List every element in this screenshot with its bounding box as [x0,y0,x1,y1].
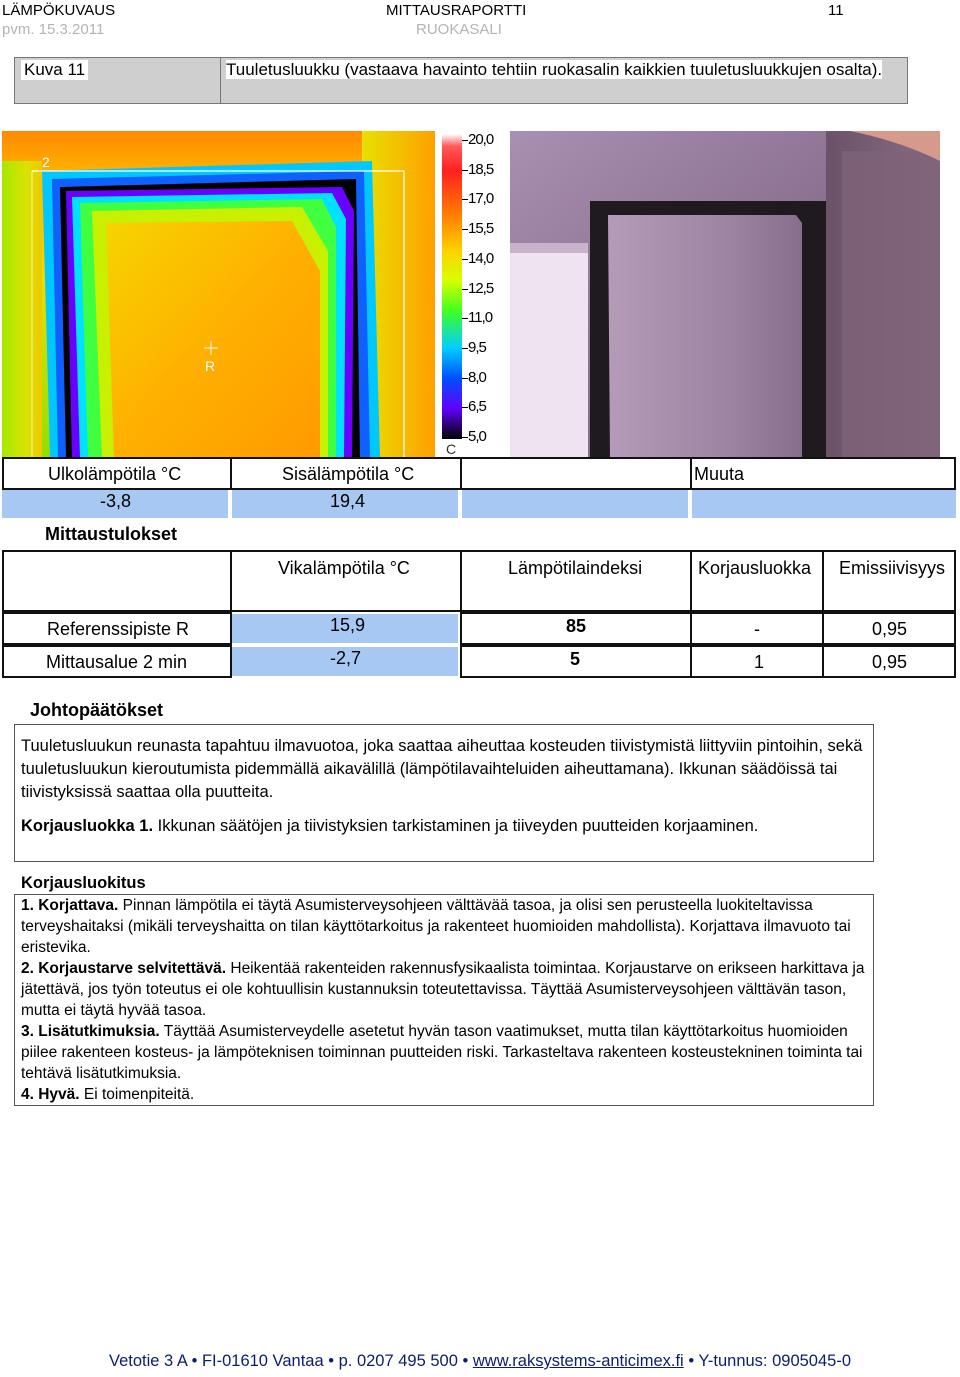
footer-separator: • [191,1352,198,1370]
results-header-repair-class: Korjausluokka [698,558,812,578]
scale-label: 9,5 [468,338,486,356]
result-row-1-label-cell [2,612,232,645]
footer-address: Vetotie 3 A [108,1352,187,1370]
class-item-4 [21,1084,871,1105]
result-row-1-fault-temp: 15,9 [330,615,366,635]
empty-value-cell [462,490,688,518]
other-header: Muuta [694,464,745,484]
result-row-2-label-cell [2,645,232,678]
conclusions-paragraph: Tuuletusluukun reunasta tapahtuu ilmavuotoa, joka saattaa aiheuttaa kosteuden tiivistymistä liittyviin pintoihin, sekä tuuletusluukun kieroutumista pidemmällä aikavälillä (lämpötilavaihteluiden aiheuttamana). Ikkunan säädöissä tai tiivistyksissä saattaa olla puutteita. [21,737,863,801]
classes-list [21,895,871,1105]
class-item-1-text: Pinnan lämpötila ei täytä Asumisterveysohjeen välttävää tasoa, ja olisi sen perusteella luokiteltavissa terveyshaitaksi (mikäli terveyshaitta on tilan käyttötarkoitus ja rakenteet huomioiden mahdollista). Korjattava ilmavuoto tai eristevika. [21,897,851,956]
conclusions-title: Johtopäätökset [30,700,164,720]
visual-photo-svg [510,131,940,458]
result-row-2-fault-temp-cell [232,647,458,676]
class-item-2 [21,958,871,1021]
indoor-temp-value: 19,4 [330,491,366,511]
outdoor-temp-value-cell [2,490,230,518]
indoor-temp-header-cell [230,457,462,490]
temperature-scale-bar [442,134,462,439]
class-item-2-text: Heikentää rakenteiden rakennusfysikaalista toimintaa. Korjaustarve on erikseen harkittava ja jätettävä, jos työn toteutus ei ole kohtuullisin kustannuksin toteutettavissa. Täyttää Asumisterveysohjeen välttävän tason, mutta ei täytä hyvää tasoa. [21,960,865,1019]
scale-label: 18,5 [468,160,494,178]
result-row-1-class-cell [690,612,824,645]
header-date: pvm. 15.3.2011 [2,21,105,38]
outdoor-temp-header: Ulkolämpötila °C [48,464,182,484]
result-row-2-fault-temp: -2,7 [330,648,362,668]
outdoor-temp-value: -3,8 [100,491,132,511]
caption-text-wrap [226,59,896,81]
results-header-emissivity-cell [822,550,956,612]
conclusions-box [14,724,874,862]
results-header-repair-class-cell [690,550,824,612]
result-row-2-emissivity-cell [822,645,956,678]
result-row-2-class-cell [690,645,824,678]
result-row-1-index: 85 [566,616,587,636]
page-number: 11 [828,2,844,19]
result-row-1-index-cell [460,612,692,645]
footer-phone: p. 0207 495 500 [338,1352,458,1370]
classes-box [14,894,874,1106]
header-subtitle: RUOKASALI [416,21,502,38]
footer [0,1352,960,1371]
conclusions-class-text: Ikkunan säätöjen ja tiivistyksien tarkistaminen ja tiiveyden puutteiden korjaaminen. [153,817,759,835]
class-item-3-text: Täyttää Asumisterveydelle asetetut hyvän tason vaatimukset, mutta tilan käyttötarkoitus huomioiden piilee rakenteen kosteus- ja lämpöteknisen toiminnan puutteiden riski. Tarkasteltava rakenteen kosteustekninen toiminta tai tehtävä lisätutkimuksia. [21,1023,863,1082]
class-item-3 [21,1021,871,1084]
footer-separator: • [462,1352,469,1370]
scale-label: 8,0 [468,368,486,386]
result-row-2-class: 1 [754,652,765,672]
caption-label: Kuva 11 [21,60,88,80]
outdoor-temp-header-cell [2,457,232,490]
class-item-1-label: 1. Korjattava. [21,897,119,914]
footer-separator: • [328,1352,335,1370]
result-row-2-label: Mittausalue 2 min [46,652,188,672]
footer-postal: FI-01610 Vantaa [201,1352,324,1370]
results-header-temp-index: Lämpötilaindeksi [508,558,643,578]
class-item-4-text: Ei toimenpiteitä. [79,1086,195,1103]
classes-title: Korjausluokitus [21,874,146,892]
class-item-4-label: 4. Hyvä. [21,1086,80,1103]
class-item-2-label: 2. Korjaustarve selvitettävä. [21,960,227,977]
thermal-image-svg [2,131,435,458]
scale-label: 17,0 [468,190,494,208]
results-header-temp-index-cell [460,550,692,612]
scale-label: 20,0 [468,131,494,148]
class-item-3-label: 3. Lisätutkimuksia. [21,1023,160,1040]
thermal-image [2,131,435,458]
conclusions-class-line [21,815,869,838]
result-row-1-fault-temp-cell [232,614,458,643]
empty-header-cell [460,457,692,490]
header-left-title: LÄMPÖKUVAUS [2,2,116,19]
results-header-empty [2,550,232,612]
results-header-emissivity: Emissiivisyys [839,558,945,578]
result-row-2-index-cell [460,645,692,678]
results-header-fault-temp: Vikalämpötila °C [278,558,410,578]
scale-unit-label: C [446,441,457,457]
result-row-1-emissivity: 0,95 [872,619,908,639]
scale-label: 6,5 [468,398,486,416]
result-row-1-emissivity-cell [822,612,956,645]
results-title: Mittaustulokset [45,524,178,544]
scale-label: 14,0 [468,249,494,267]
other-header-cell [690,457,956,490]
caption-box [14,57,908,104]
footer-business-id: Y-tunnus: 0905045-0 [698,1352,852,1370]
indoor-temp-header: Sisälämpötila °C [282,464,415,484]
visual-photo [510,131,940,458]
scale-label: 15,5 [468,220,494,238]
thermal-marker-r: R [205,358,216,374]
other-value-cell [692,490,956,518]
footer-website-link[interactable]: www.raksystems-anticimex.fi [472,1352,684,1370]
scale-label: 12,5 [468,279,494,297]
class-item-1 [21,895,871,958]
header-center-title: MITTAUSRAPORTTI [386,2,527,19]
conclusions-class-label: Korjausluokka 1. [21,817,154,835]
footer-separator: • [688,1352,695,1370]
result-row-1-label: Referenssipiste R [47,619,190,639]
result-row-2-index: 5 [570,649,581,669]
scale-label: 11,0 [468,309,493,327]
result-row-2-emissivity: 0,95 [872,652,908,672]
temperature-scale [440,131,508,458]
indoor-temp-value-cell [232,490,458,518]
result-row-1-class: - [754,619,760,639]
caption-divider [220,58,221,103]
results-header-fault-temp-cell [230,550,462,612]
scale-label: 5,0 [468,428,486,445]
caption-text: Tuuletusluukku (vastaava havainto tehtiin ruokasalin kaikkien tuuletusluukkujen osalta). [226,60,883,79]
thermal-marker-2: 2 [42,154,50,170]
